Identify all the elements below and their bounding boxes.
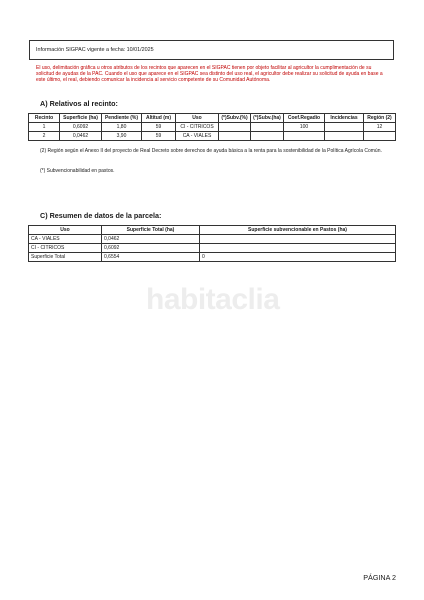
col-superficie-pastos: Superficie subvencionable en Pastos (ha) bbox=[200, 226, 396, 235]
cell bbox=[284, 132, 325, 141]
table-row bbox=[29, 244, 396, 253]
cell bbox=[325, 123, 364, 132]
cell: 0,6092 bbox=[102, 244, 200, 253]
pac-warning-text: El uso, delimitación gráfica u otros atributos de los recintos que aparecen en el SIGPAC tienen por objeto facilitar al agricultor la cumplimentación de su solicitud de ayudas de la PAC. Cuando el uso que aparece en el SIGPAC sea distinto del uso real, el agricultor debe realizar su solicitud de ayuda en base a este último, el real, debiendo comunicar la incidencia al servicio competente de su Comunidad Autónoma. bbox=[36, 65, 383, 83]
pastos-note: (*) Subvencionabilidad en pastos. bbox=[40, 168, 115, 174]
cell: CA - VIALES bbox=[29, 235, 102, 244]
cell bbox=[325, 132, 364, 141]
col-altitud: Altitud (m) bbox=[142, 114, 176, 123]
cell: 3,90 bbox=[102, 132, 142, 141]
sigpac-date-text: Información SIGPAC vigente a fecha: 10/01/2025 bbox=[36, 47, 154, 53]
cell: 1,80 bbox=[102, 123, 142, 132]
cell: CI - CITRICOS bbox=[29, 244, 102, 253]
summary-header-row bbox=[29, 226, 396, 235]
recinto-header-row bbox=[29, 114, 396, 123]
cell: CA - VIALES bbox=[176, 132, 219, 141]
cell: 2 bbox=[29, 132, 60, 141]
cell: 0,6554 bbox=[102, 253, 200, 262]
cell: 59 bbox=[142, 132, 176, 141]
cell: CI - CITRICOS bbox=[176, 123, 219, 132]
cell: 59 bbox=[142, 123, 176, 132]
section-c-title: C) Resumen de datos de la parcela: bbox=[40, 211, 162, 220]
col-subv-ha: (*)Subv.(ha) bbox=[251, 114, 284, 123]
cell bbox=[219, 123, 251, 132]
sigpac-info-box bbox=[29, 40, 394, 60]
cell bbox=[219, 132, 251, 141]
recinto-table bbox=[28, 113, 396, 141]
col-coef-regadio: Coef.Regadío bbox=[284, 114, 325, 123]
cell bbox=[364, 132, 396, 141]
cell: 12 bbox=[364, 123, 396, 132]
section-a-title: A) Relativos al recinto: bbox=[40, 99, 118, 108]
table-row bbox=[29, 132, 396, 141]
cell: 100 bbox=[284, 123, 325, 132]
table-row bbox=[29, 235, 396, 244]
region-note: (2) Región según el Anexo II del proyecto de Real Decreto sobre derechos de ayuda básica a la renta para la sostenibilidad de la Política Agrícola Común. bbox=[40, 148, 382, 154]
col-subv-pct: (*)Subv.(%) bbox=[219, 114, 251, 123]
table-row bbox=[29, 253, 396, 262]
col-superficie-total: Superficie Total (ha) bbox=[102, 226, 200, 235]
col-region: Región (2) bbox=[364, 114, 396, 123]
cell: 0 bbox=[200, 253, 396, 262]
col-pendiente: Pendiente (%) bbox=[102, 114, 142, 123]
summary-table bbox=[28, 225, 396, 262]
cell: 0,0462 bbox=[60, 132, 102, 141]
watermark-logo: habitaclia bbox=[146, 283, 280, 316]
cell: Superficie Total bbox=[29, 253, 102, 262]
cell: 0,0462 bbox=[102, 235, 200, 244]
col-superficie: Superficie (ha) bbox=[60, 114, 102, 123]
cell bbox=[251, 123, 284, 132]
page-number: PÁGINA 2 bbox=[363, 573, 396, 582]
col-uso: Uso bbox=[29, 226, 102, 235]
col-recinto: Recinto bbox=[29, 114, 60, 123]
col-incidencias: Incidencias bbox=[325, 114, 364, 123]
col-uso: Uso bbox=[176, 114, 219, 123]
cell: 0,6092 bbox=[60, 123, 102, 132]
cell bbox=[200, 244, 396, 253]
cell bbox=[200, 235, 396, 244]
cell: 1 bbox=[29, 123, 60, 132]
table-row bbox=[29, 123, 396, 132]
cell bbox=[251, 132, 284, 141]
